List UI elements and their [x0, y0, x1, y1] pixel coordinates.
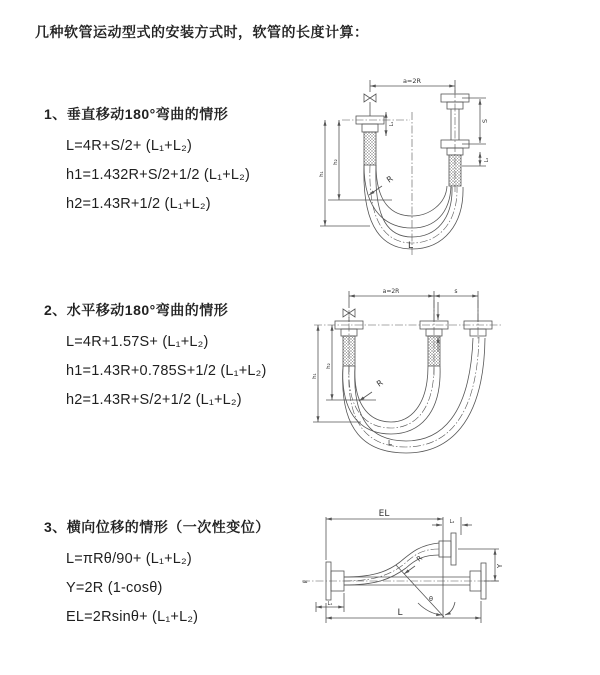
formula-line: Y=2R (1-cosθ)	[66, 580, 163, 596]
section-heading: 2、水平移动180°弯曲的情形	[44, 302, 229, 318]
diagram-vertical-180	[312, 70, 562, 260]
dim-label-y: Y	[496, 563, 504, 569]
angle-label: θ	[429, 595, 433, 603]
section-vertical-180	[44, 104, 314, 219]
page-title: 几种软管运动型式的安装方式时，软管的长度计算：	[35, 24, 369, 40]
dim-label-h2: h₂	[326, 363, 332, 369]
dim-label-l1: L₁	[327, 601, 333, 607]
formula-line: L=πRθ/90+ (L₁+L₂)	[66, 551, 192, 567]
formula-line: h1=1.432R+S/2+1/2 (L₁+L₂)	[66, 167, 251, 183]
dim-label-s: s	[454, 288, 458, 295]
radius-leader	[404, 566, 415, 574]
dim-label-h1: h₁	[319, 171, 325, 177]
length-label: L	[408, 241, 414, 251]
dim-label-l1: L₁	[389, 121, 395, 127]
valve-icon	[364, 94, 376, 116]
dim-label-l2: L₂	[484, 157, 490, 163]
radius-label: R	[384, 174, 395, 185]
radius-label: R	[374, 378, 385, 389]
hose-u-curves	[364, 165, 463, 249]
formula-line: h1=1.43R+0.785S+1/2 (L₁+L₂)	[66, 363, 267, 379]
braided-hose-section	[343, 336, 355, 366]
hose-s-curve	[344, 543, 439, 585]
dim-label-h1: h₁	[312, 373, 318, 379]
braided-hose-section	[449, 155, 461, 186]
dim-label-s: S	[481, 118, 489, 124]
diagram-lateral-displacement	[298, 505, 568, 650]
dim-label-a2r: a=2R	[402, 77, 422, 85]
section-heading: 3、横向位移的情形（一次性变位）	[44, 519, 270, 535]
flange-upper	[439, 533, 456, 565]
braided-hose-section	[364, 132, 376, 165]
break-mark: ≈	[302, 578, 308, 586]
length-label: L	[388, 439, 392, 447]
pipe-fitting-left	[356, 116, 384, 165]
formula-line: h2=1.43R+1/2 (L₁+L₂)	[66, 196, 211, 212]
dim-label-h2: h₂	[333, 159, 339, 165]
length-label: L	[397, 608, 403, 618]
dim-label-l2: L₂	[449, 519, 455, 525]
dim-label-el: EL	[378, 509, 390, 519]
radius-label: R	[415, 554, 425, 564]
section-heading: 1、垂直移动180°弯曲的情形	[44, 106, 229, 122]
formula-line: L=4R+1.57S+ (L₁+L₂)	[66, 334, 209, 350]
formula-line: EL=2Rsinθ+ (L₁+L₂)	[66, 609, 199, 625]
formula-line: L=4R+S/2+ (L₁+L₂)	[66, 138, 192, 154]
section-lateral-displacement	[44, 517, 314, 632]
section-horizontal-180	[44, 300, 314, 415]
formula-line: h2=1.43R+S/2+1/2 (L₁+L₂)	[66, 392, 242, 408]
radius-construction-line	[396, 565, 444, 617]
diagram-horizontal-180	[306, 282, 566, 462]
hose-u-curves	[343, 337, 485, 453]
dim-label-a2r: a=2R	[382, 288, 400, 295]
